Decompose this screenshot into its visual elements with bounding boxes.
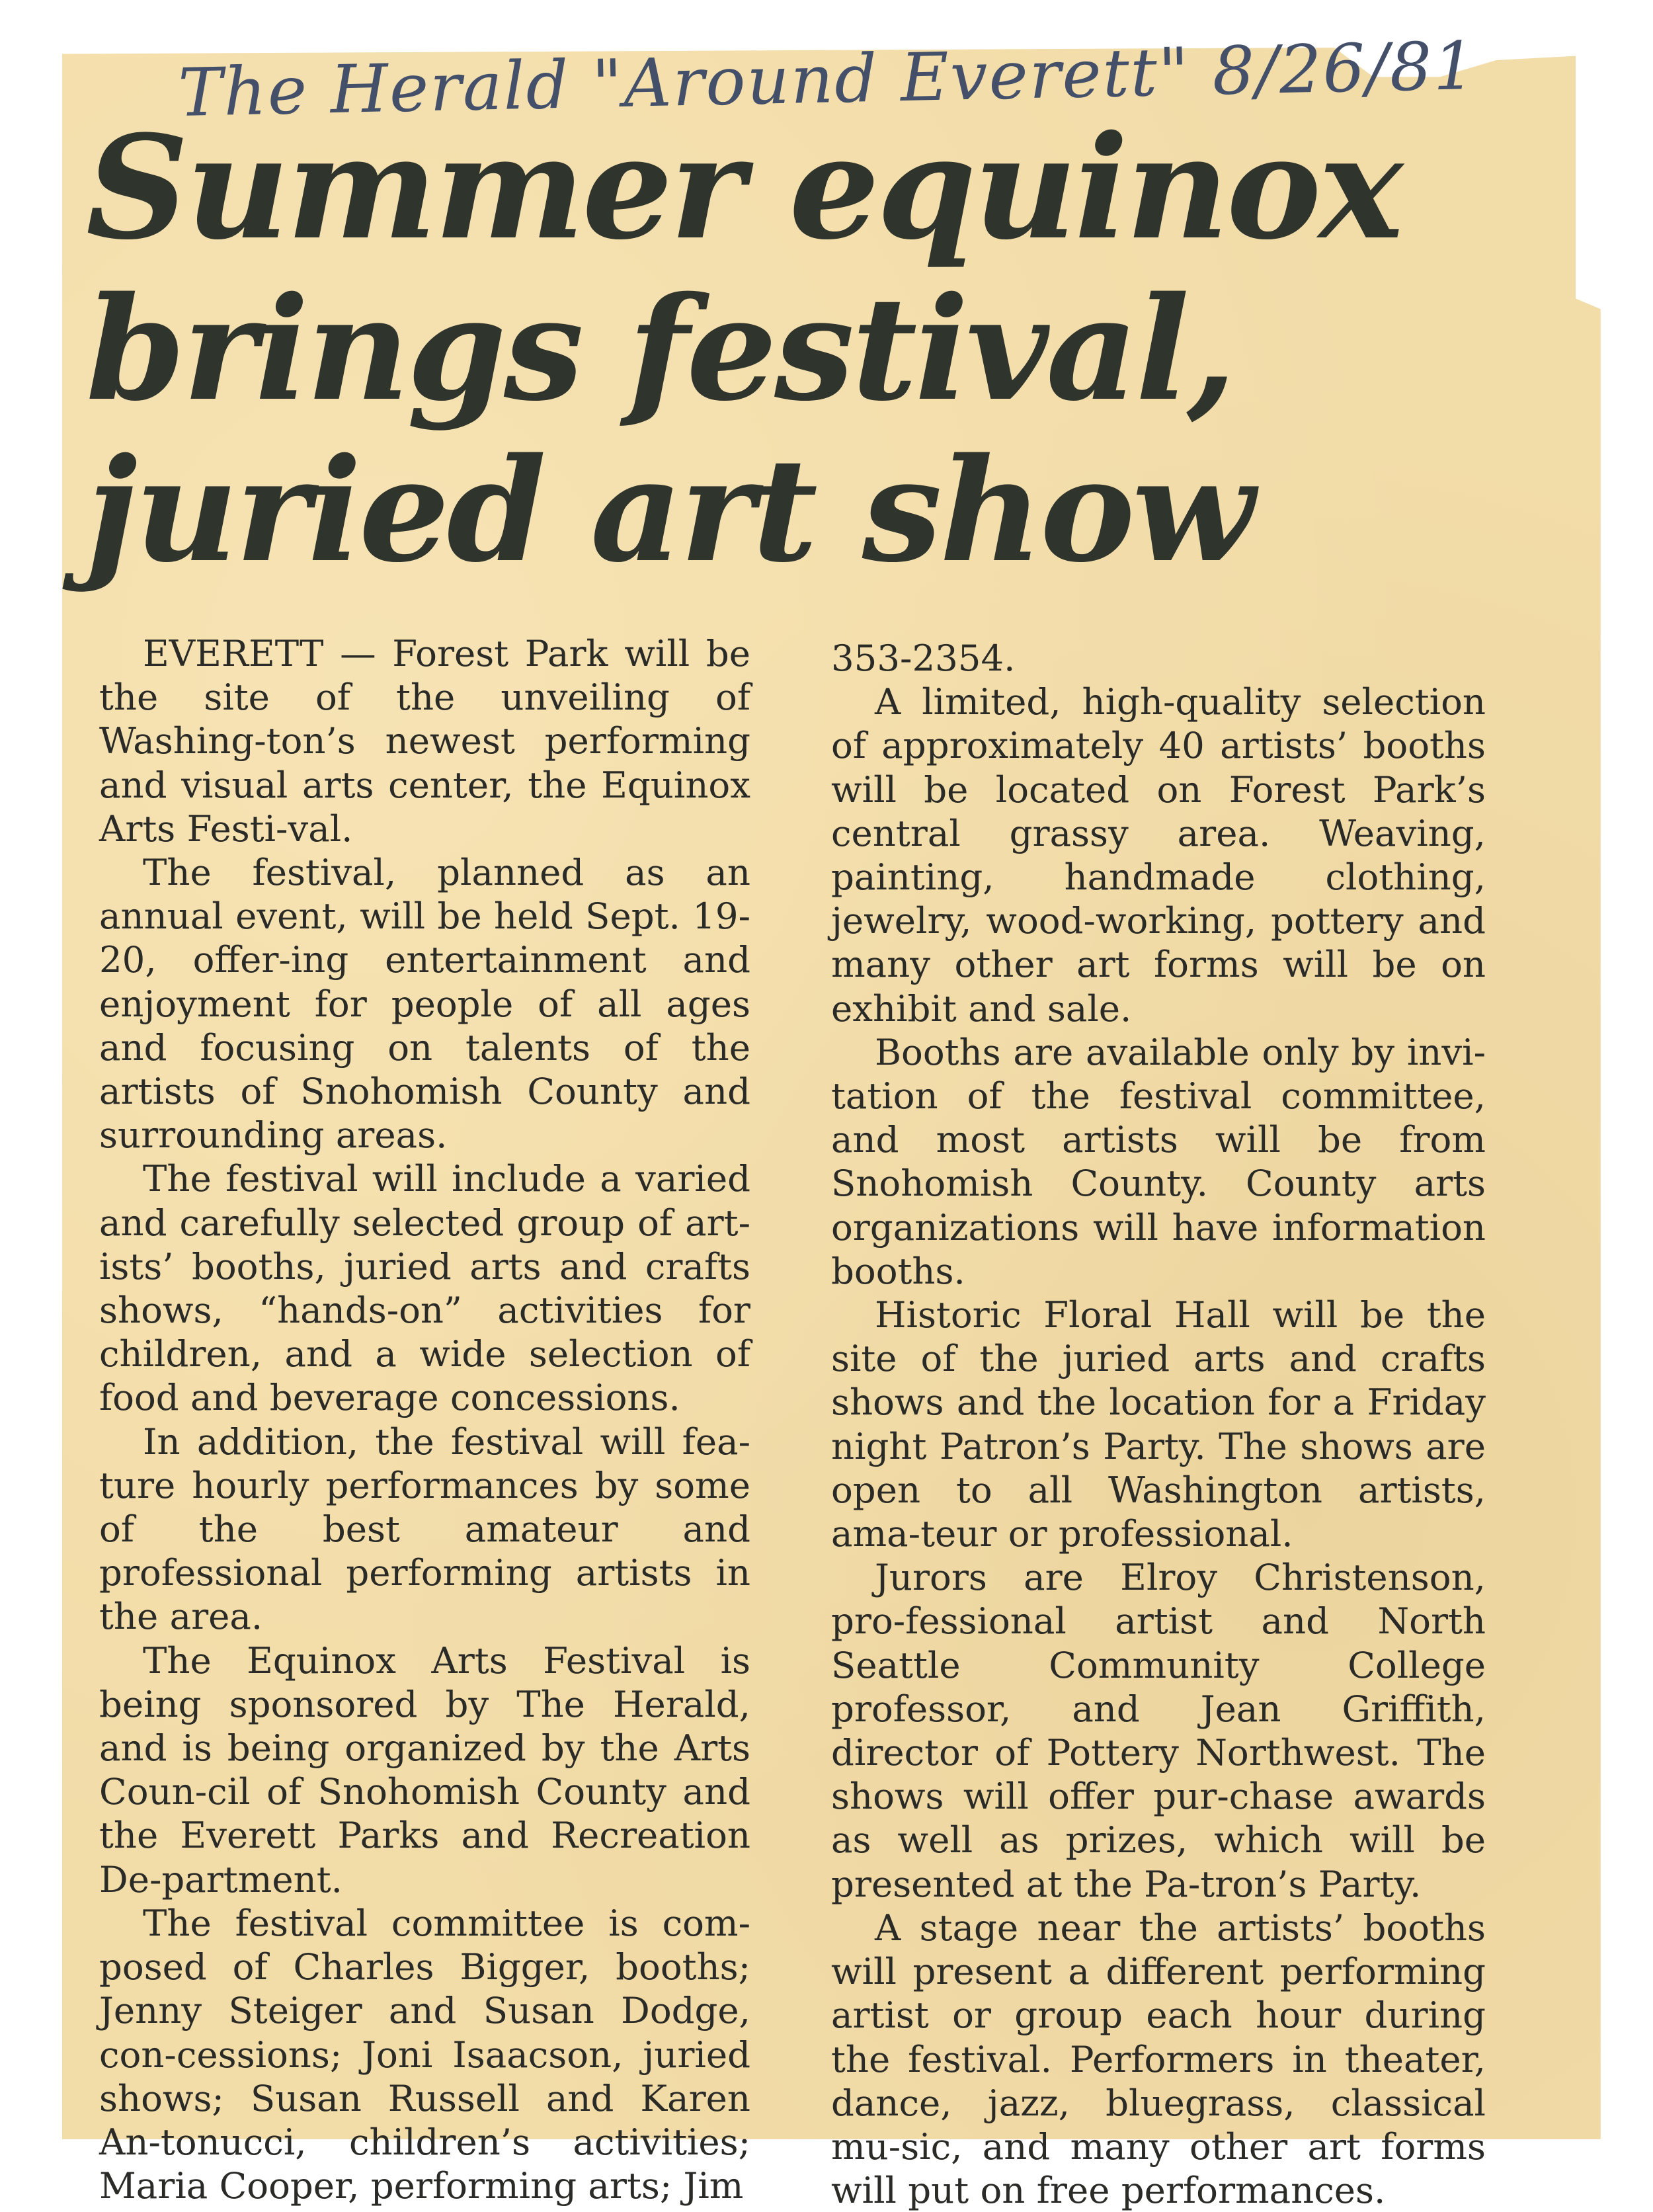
article-column-left <box>99 632 750 2207</box>
paragraph: The festival, planned as an annual event, will be held Sept. 19-20, offer-ing entertainment and enjoyment for people of all ages and focusing on talents of the artists of Snohomish County and surrounding areas. <box>99 851 750 1157</box>
article-column-right <box>831 636 1486 2212</box>
handwritten-source-note: The Herald "Around Everett" 8/26/81 <box>177 26 1478 132</box>
article-headline <box>86 104 1401 594</box>
paragraph: The festival committee is com-posed of Charles Bigger, booths; Jenny Steiger and Susan Dodge, con-cessions; Joni Isaacson, juried shows; Susan Russell and Karen An-tonucci, children’s activities; Maria Cooper, performing arts; Jim <box>99 1901 750 2207</box>
paragraph: Jurors are Elroy Christenson, pro-fessional artist and North Seattle Community College professor, and Jean Griffith, director of Pottery Northwest. The shows will offer pur-chase awards as well as prizes, which will be presented at the Pa-tron’s Party. <box>831 1556 1486 1905</box>
headline-line-1: Summer equinox <box>86 104 1401 271</box>
paragraph-phone-continuation: 353-2354. <box>831 637 1016 679</box>
paragraph: In addition, the festival will fea-ture hourly performances by some of the best amateur and professional performing artists in the area. <box>99 1420 750 1638</box>
headline-line-2: brings festival, <box>86 265 1234 432</box>
paragraph: EVERETT — Forest Park will be the site of the unveiling of Washing-ton’s newest performing and visual arts center, the Equinox Arts Festi-val. <box>99 632 750 850</box>
paragraph: The Equinox Arts Festival is being sponsored by The Herald, and is being organized by the Arts Coun-cil of Snohomish County and the Everett Parks and Recreation De-partment. <box>99 1639 750 1901</box>
headline-line-3: juried art show <box>86 427 1252 594</box>
paragraph: The festival will include a varied and carefully selected group of art-ists’ booths, juried arts and crafts shows, “hands-on” activities for children, and a wide selection of food and beverage concessions. <box>99 1157 750 1419</box>
paragraph: Historic Floral Hall will be the site of the juried arts and crafts shows and the location for a Friday night Patron’s Party. The shows are open to all Washington artists, ama-teur or professional. <box>831 1293 1486 1555</box>
paragraph: A stage near the artists’ booths will present a different performing artist or group each hour during the festival. Performers in theater, dance, jazz, bluegrass, classical mu-sic, and many other art forms will put on free performances. <box>831 1906 1486 2212</box>
paragraph: Booths are available only by invi-tation of the festival committee, and most artists will be from Snohomish County. County arts organizations will have information booths. <box>831 1030 1486 1292</box>
paragraph: A limited, high-quality selection of approximately 40 artists’ booths will be located on Forest Park’s central grassy area. Weaving, painting, handmade clothing, jewelry, wood-working, pottery and many other art forms will be on exhibit and sale. <box>831 680 1486 1030</box>
